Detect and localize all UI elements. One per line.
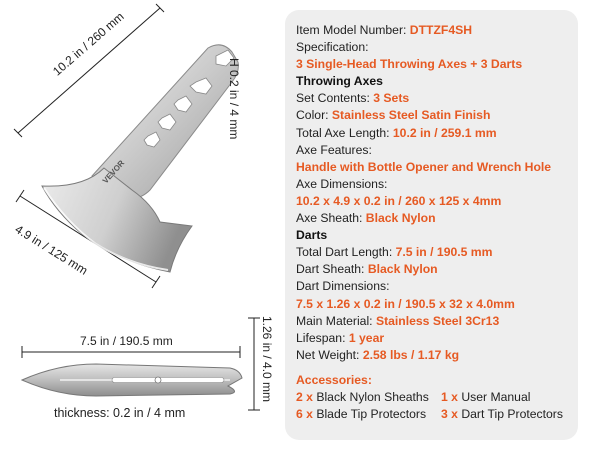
axe-width-label: 4.9 in / 125 mm (12, 222, 91, 278)
accessory-item (296, 406, 441, 423)
color-value: Stainless Steel Satin Finish (331, 108, 491, 123)
axe-features-value: Handle with Bottle Opener and Wrench Hole (296, 159, 552, 174)
material-label: Main Material: (296, 313, 373, 328)
axe-length-label: 10.2 in / 260 mm (50, 9, 127, 79)
accessory-name: Dart Tip Protectors (461, 407, 563, 422)
axe-length-dimension (14, 4, 164, 137)
axe-length-row (296, 125, 568, 142)
accessories-row-2 (296, 406, 568, 423)
dart-length-row (296, 244, 568, 261)
set-label: Set Contents: (296, 91, 370, 106)
model-label: Item Model Number: (296, 23, 407, 37)
weight-label: Net Weight: (296, 347, 360, 362)
axe-dimensions-value: 10.2 x 4.9 x 0.2 in / 260 x 125 x 4mm (296, 193, 502, 208)
accessory-name: Blade Tip Protectors (316, 407, 427, 422)
axe-length-spec-value: 10.2 in / 259.1 mm (392, 125, 497, 140)
lifespan-value: 1 year (348, 330, 385, 345)
lifespan-row (296, 330, 568, 347)
dart-sheath-value: Black Nylon (367, 262, 438, 277)
accessory-qty: 3 x (441, 407, 458, 422)
dart-image (22, 364, 242, 396)
material-value: Stainless Steel 3Cr13 (375, 313, 500, 328)
axe-sheath-value: Black Nylon (365, 211, 436, 226)
weight-row (296, 347, 568, 364)
axe-and-dart-drawing (0, 0, 290, 450)
spec-label: Specification: (296, 40, 369, 55)
dart-length-spec-label: Total Dart Length: (296, 245, 393, 260)
dart-sheath-row (296, 261, 568, 278)
accessory-name: User Manual (461, 389, 531, 404)
accessory-qty: 6 x (296, 407, 313, 422)
color-row (296, 107, 568, 124)
accessories-row-1 (296, 389, 568, 406)
set-value: 3 Sets (373, 91, 410, 106)
accessory-item (441, 389, 530, 406)
axes-heading: Throwing Axes (296, 74, 383, 89)
dart-thickness-label: thickness: 0.2 in / 4 mm (54, 406, 186, 420)
axe-brand-mark: VEVOR (100, 158, 127, 186)
material-row (296, 313, 568, 330)
accessories-heading: Accessories: (296, 372, 372, 387)
axe-sheath-row (296, 210, 568, 227)
accessory-qty: 1 x (441, 389, 458, 404)
set-contents-row (296, 90, 568, 107)
dart-length-spec-value: 7.5 in / 190.5 mm (395, 245, 493, 260)
model-row (296, 22, 568, 39)
axe-thickness-label: H 0.2 in / 4 mm (227, 58, 241, 140)
accessory-item (441, 406, 563, 423)
axe-image (42, 45, 238, 272)
accessory-item (296, 389, 441, 406)
spec-value: 3 Single-Head Throwing Axes + 3 Darts (296, 57, 523, 72)
dart-length-label: 7.5 in / 190.5 mm (80, 334, 173, 348)
axe-dimensions-label: Axe Dimensions: (296, 176, 388, 191)
model-value: DTTZF4SH (409, 23, 473, 37)
axe-features-label: Axe Features: (296, 142, 372, 157)
weight-value: 2.58 lbs / 1.17 kg (362, 347, 460, 362)
accessories-section (296, 372, 568, 423)
product-illustration (0, 0, 290, 450)
dart-sheath-label: Dart Sheath: (296, 262, 365, 277)
darts-heading: Darts (296, 228, 328, 243)
accessory-name: Black Nylon Sheaths (316, 389, 429, 404)
lifespan-label: Lifespan: (296, 330, 346, 345)
dart-width-label: 1.26 in / 4.0 mm (260, 316, 274, 403)
dart-width-dimension (248, 318, 260, 410)
dart-dimensions-value: 7.5 x 1.26 x 0.2 in / 190.5 x 32 x 4.0mm (296, 296, 515, 311)
specification-panel (285, 10, 578, 440)
dart-dimensions-label: Dart Dimensions: (296, 279, 390, 294)
accessory-qty: 2 x (296, 389, 313, 404)
color-label: Color: (296, 108, 329, 123)
axe-sheath-label: Axe Sheath: (296, 211, 363, 226)
axe-length-spec-label: Total Axe Length: (296, 125, 390, 140)
